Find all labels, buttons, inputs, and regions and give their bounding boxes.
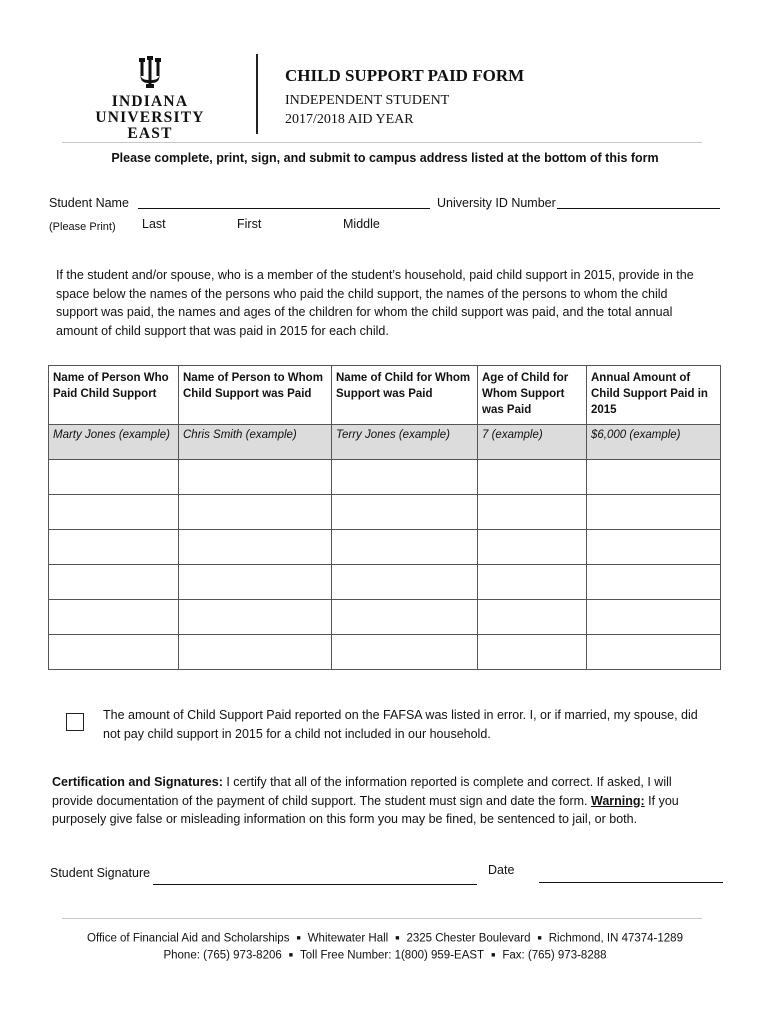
header-divider: [256, 54, 258, 134]
header-child-name: Name of Child for Whom Support was Paid: [332, 366, 478, 425]
example-payer: Marty Jones (example): [49, 425, 179, 460]
footer-address: [0, 930, 770, 948]
table-cell[interactable]: [587, 565, 721, 600]
table-row: [49, 600, 721, 635]
form-subtitle-year: 2017/2018 AID YEAR: [285, 112, 414, 127]
university-id-label: University ID Number: [437, 196, 556, 210]
footer-separator: ■: [491, 952, 496, 959]
bottom-rule: [62, 918, 702, 919]
table-cell[interactable]: [332, 565, 478, 600]
example-row: [49, 425, 721, 460]
child-support-table: [48, 365, 721, 670]
table-cell[interactable]: [478, 460, 587, 495]
instructions: Please complete, print, sign, and submit to campus address listed at the bottom of this form: [111, 151, 659, 165]
footer-contact: [0, 947, 770, 965]
certification-heading: Certification and Signatures:: [52, 775, 223, 789]
first-name-caption: First: [237, 217, 262, 231]
table-cell[interactable]: [49, 530, 179, 565]
top-rule: [62, 142, 702, 143]
table-cell[interactable]: [332, 530, 478, 565]
trident-logo-icon: [139, 56, 161, 88]
footer-separator: ■: [288, 952, 293, 959]
certification-text: I certify that all of the information reported is complete and correct. If asked, I will provide documentation of the payment of child support. The student must sign and date the form.: [52, 775, 672, 808]
error-checkbox-label: The amount of Child Support Paid reported on the FAFSA was listed in error. I, or if married, my spouse, did not pay child support in 2015 for a child not included in our household.: [103, 708, 698, 741]
example-annual-amount: $6,000 (example): [587, 425, 721, 460]
footer-city: Richmond, IN 47374-1289: [548, 932, 683, 945]
table-cell[interactable]: [49, 565, 179, 600]
example-child-age: 7 (example): [478, 425, 587, 460]
table-cell[interactable]: [179, 460, 332, 495]
footer-separator: ■: [537, 935, 542, 942]
table-row: [49, 530, 721, 565]
example-child-name: Terry Jones (example): [332, 425, 478, 460]
table-cell[interactable]: [332, 635, 478, 670]
footer-phone: Phone: (765) 973-8206: [163, 949, 282, 962]
footer-office: Office of Financial Aid and Scholarships: [87, 932, 290, 945]
warning-label: Warning:: [590, 793, 645, 808]
form-subtitle-student: INDEPENDENT STUDENT: [285, 93, 450, 108]
table-row: [49, 635, 721, 670]
table-cell[interactable]: [179, 530, 332, 565]
middle-name-caption: Middle: [343, 217, 380, 231]
table-row: [49, 565, 721, 600]
table-cell[interactable]: [49, 495, 179, 530]
table-cell[interactable]: [332, 460, 478, 495]
table-header-row: [49, 366, 721, 425]
table-cell[interactable]: [49, 635, 179, 670]
table-cell[interactable]: [179, 600, 332, 635]
student-name-label: Student Name: [49, 196, 129, 210]
university-id-field[interactable]: [557, 208, 720, 209]
header-payer: Name of Person Who Paid Child Support: [49, 366, 179, 425]
table-cell[interactable]: [179, 495, 332, 530]
university-logo: [62, 56, 238, 142]
student-signature-label: Student Signature: [50, 866, 151, 880]
table-cell[interactable]: [587, 600, 721, 635]
table-cell[interactable]: [587, 530, 721, 565]
table-cell[interactable]: [332, 495, 478, 530]
example-payee: Chris Smith (example): [179, 425, 332, 460]
warning-text: If you purposely give false or misleading information on this form you may be fined, be sentenced to jail, or both.: [52, 793, 679, 826]
table-cell[interactable]: [587, 635, 721, 670]
table-cell[interactable]: [587, 495, 721, 530]
date-label: Date: [488, 863, 515, 877]
last-name-caption: Last: [142, 217, 166, 231]
table-cell[interactable]: [478, 530, 587, 565]
footer-tollfree: Toll Free Number: 1(800) 959-EAST: [300, 949, 485, 962]
header-child-age: Age of Child for Whom Support was Paid: [478, 366, 587, 425]
table-cell[interactable]: [478, 565, 587, 600]
header-annual-amount: Annual Amount of Child Support Paid in 2015: [587, 366, 721, 425]
student-name-field[interactable]: [138, 208, 430, 209]
table-cell[interactable]: [478, 495, 587, 530]
form-title: CHILD SUPPORT PAID FORM: [285, 66, 525, 85]
footer-hall: Whitewater Hall: [307, 932, 389, 945]
table-cell[interactable]: [49, 600, 179, 635]
logo-text-line2: EAST: [127, 125, 173, 142]
footer-separator: ■: [296, 935, 301, 942]
logo-text-line1: INDIANA UNIVERSITY: [95, 93, 205, 126]
header-payee: Name of Person to Whom Child Support was Paid: [179, 366, 332, 425]
footer-fax: Fax: (765) 973-8288: [502, 949, 607, 962]
date-field[interactable]: [539, 882, 723, 883]
error-checkbox[interactable]: [66, 713, 84, 731]
table-cell[interactable]: [179, 635, 332, 670]
table-cell[interactable]: [587, 460, 721, 495]
table-cell[interactable]: [332, 600, 478, 635]
intro-paragraph: If the student and/or spouse, who is a member of the student’s household, paid child support in 2015, provide in the space below the names of the persons who paid the child support, the names of the persons to whom the child support was paid, the names and ages of the children for whom the child support was paid, and the total annual amount of child support that was paid in 2015 for each child.: [56, 268, 694, 338]
table-cell[interactable]: [478, 600, 587, 635]
table-cell[interactable]: [179, 565, 332, 600]
footer-separator: ■: [395, 935, 400, 942]
footer-street: 2325 Chester Boulevard: [406, 932, 531, 945]
certification-paragraph: [52, 773, 712, 829]
student-signature-field[interactable]: [153, 884, 477, 885]
please-print-note: (Please Print): [49, 221, 116, 233]
table-row: [49, 460, 721, 495]
table-cell[interactable]: [49, 460, 179, 495]
table-row: [49, 495, 721, 530]
table-cell[interactable]: [478, 635, 587, 670]
